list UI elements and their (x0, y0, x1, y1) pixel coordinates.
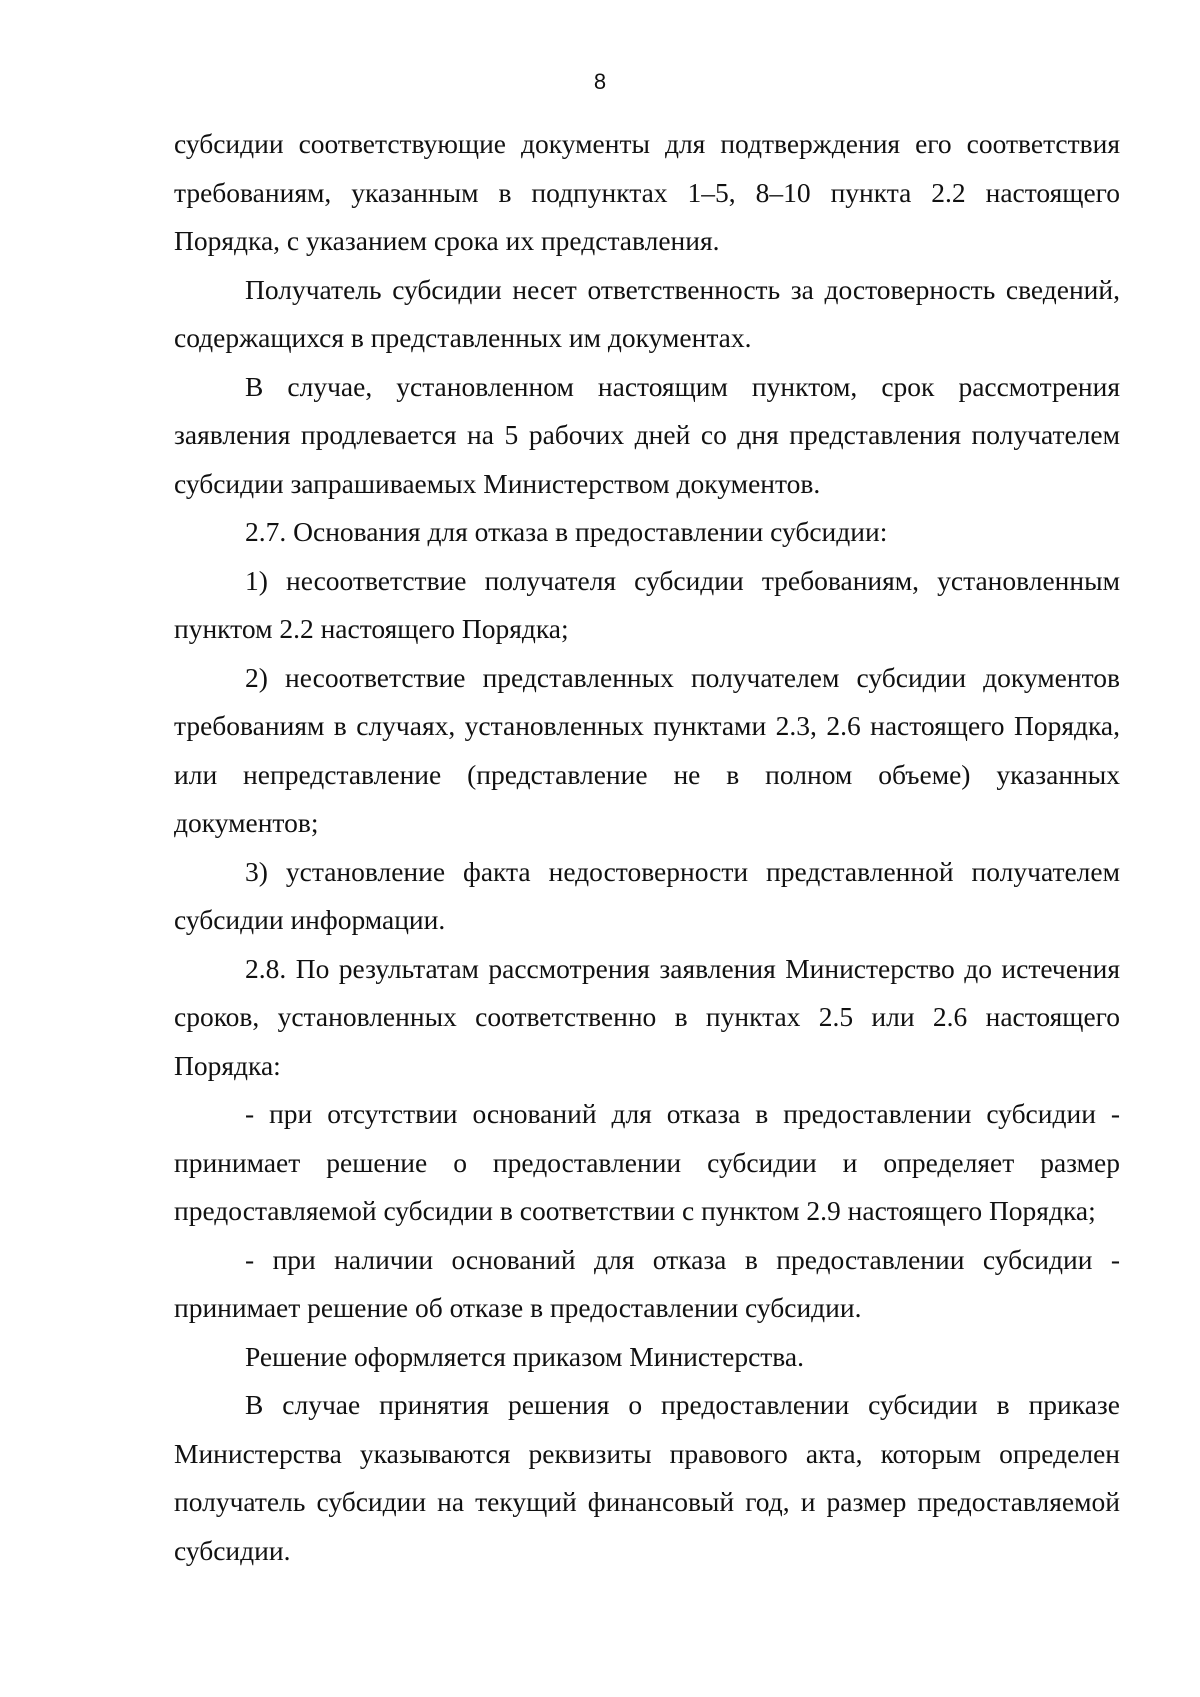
section-heading: 2.8. По результатам рассмотрения заявления Министерство до истечения сроков, установленных соответственно в пунктах 2.5 или 2.6 настоящего Порядка: (174, 952, 1120, 1081)
paragraph: Решение оформляется приказом Министерства. (245, 1340, 804, 1372)
page-number: 8 (593, 69, 607, 94)
paragraph: субсидии соответствующие документы для подтверждения его соответствия требованиям, указанным в подпунктах 1–5, 8–10 пункта 2.2 настоящего Порядка, с указанием срока их представления. (174, 128, 1120, 256)
section-heading: 2.7. Основания для отказа в предоставлении субсидии: (245, 516, 888, 547)
paragraph: Получатель субсидии несет ответственность за достоверность сведений, содержащихся в представленных им документах. (174, 273, 1120, 353)
document-body (174, 120, 1120, 1575)
list-item: 1) несоответствие получателя субсидии требованиям, установленным пунктом 2.2 настоящего Порядка; (174, 564, 1120, 644)
list-item: 3) установление факта недостоверности представленной получателем субсидии информации. (174, 855, 1120, 935)
paragraph: В случае, установленном настоящим пунктом, срок рассмотрения заявления продлевается на 5 рабочих дней со дня представления получателем субсидии запрашиваемых Министерством документов. (174, 370, 1120, 499)
paragraph: В случае принятия решения о предоставлении субсидии в приказе Министерства указываются реквизиты правового акта, которым определен получатель субсидии на текущий финансовый год, и размер предоставляемой субсидии. (174, 1389, 1120, 1566)
list-item: - при отсутствии оснований для отказа в предоставлении субсидии - принимает решение о предоставлении субсидии и определяет размер предоставляемой субсидии в соответствии с пунктом 2.9 настоящего Порядка; (174, 1098, 1120, 1226)
list-item: 2) несоответствие представленных получателем субсидии документов требованиям в случаях, установленных пунктами 2.3, 2.6 настоящего Порядка, или непредставление (представление не в полном объеме) указанных документов; (174, 661, 1120, 838)
list-item: - при наличии оснований для отказа в предоставлении субсидии - принимает решение об отказе в предоставлении субсидии. (174, 1243, 1120, 1323)
